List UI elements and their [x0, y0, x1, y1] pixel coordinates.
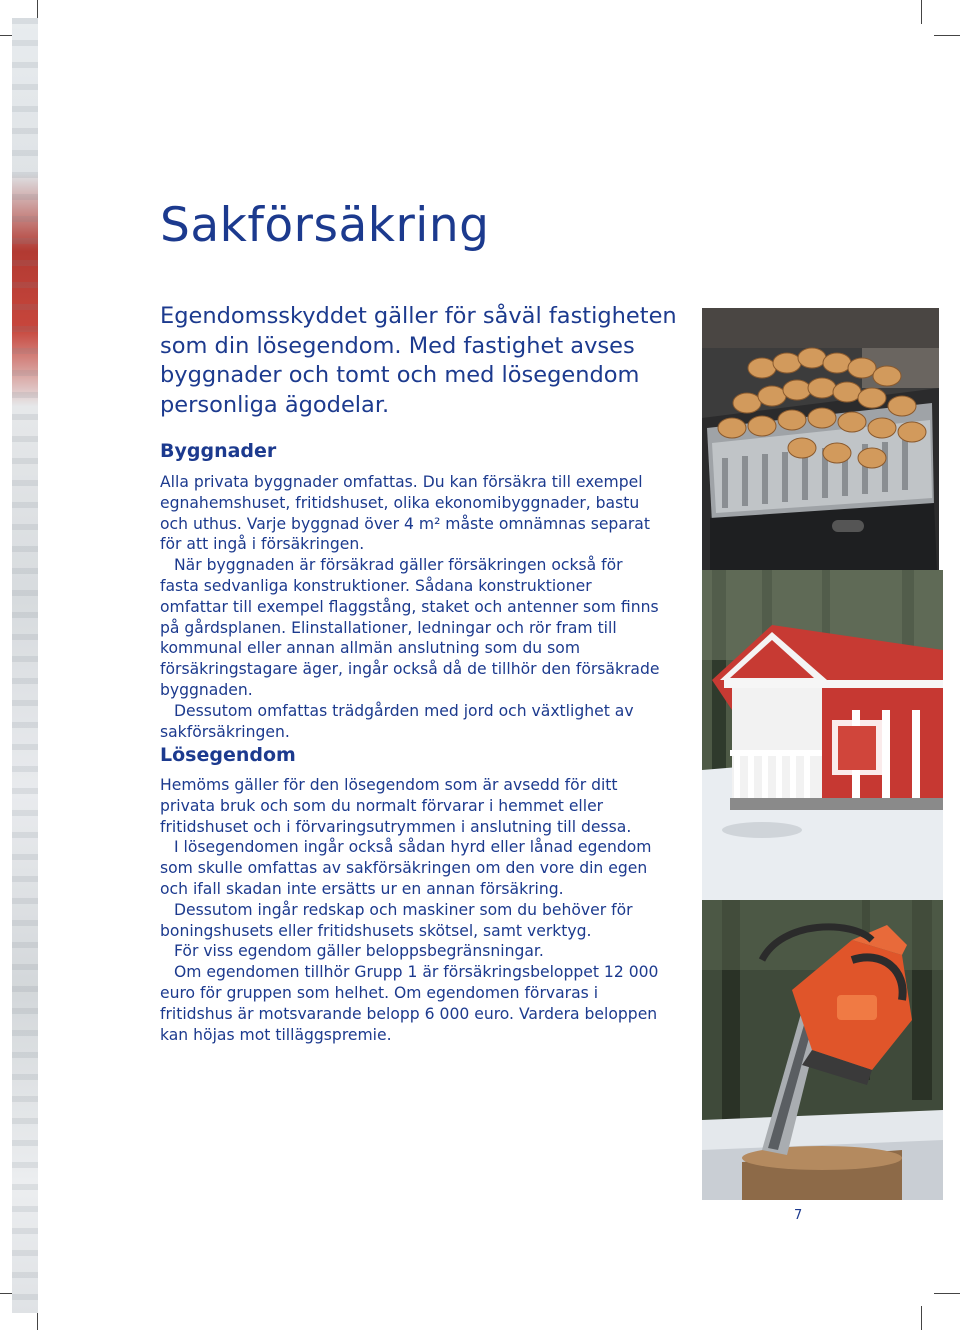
crop-mark: [921, 1306, 922, 1330]
section-body-byggnader: [160, 472, 660, 742]
chainsaw-photo: [702, 900, 943, 1200]
crop-mark: [934, 1293, 960, 1294]
body-paragraph: För viss egendom gäller beloppsbegränsningar.: [174, 942, 544, 961]
body-paragraph: Dessutom omfattas trädgården med jord och växtlighet av sakförsäkringen.: [160, 701, 634, 741]
body-paragraph: Dessutom ingår redskap och maskiner som du behöver för boningshusets eller fritidshusets skötsel, samt verktyg.: [160, 900, 633, 940]
body-paragraph: Hemöms gäller för den lösegendom som är avsedd för ditt privata bruk och som du normalt förvarar i hemmet eller fritidshuset och i förvaringsutrymmen i anslutning till dessa.: [160, 776, 632, 836]
body-paragraph: När byggnaden är försäkrad gäller försäkringen också för fasta sedvanliga konstruktioner. Sådana konstruktioner omfattar till exempel flaggstång, staket och antenner som finns på gårdsplanen. Elinstallationer, ledningar och rör fram till kommunal eller annan allmän anslutning som du som försäkringstagare äger, ingår också då de tillhör den försäkrade byggnaden.: [160, 556, 660, 699]
section-body-losegendom: [160, 775, 660, 1045]
red-cottage-photo: [702, 570, 943, 900]
section-heading-byggnader: Byggnader: [160, 440, 277, 462]
section-heading-losegendom: Lösegendom: [160, 744, 296, 766]
page-title: Sakförsäkring: [160, 198, 490, 253]
left-bleed-photo: [12, 18, 38, 1313]
sauna-stove-photo: [702, 308, 939, 570]
body-paragraph: Om egendomen tillhör Grupp 1 är försäkringsbeloppet 12 000 euro för gruppen som helhet. Om egendomen förvaras i fritidshus är motsvarande belopp 6 000 euro. Vardera beloppen kan höjas mot tilläggspremie.: [160, 963, 659, 1044]
body-paragraph: Alla privata byggnader omfattas. Du kan försäkra till exempel egnahemshuset, fritidshuset, olika ekonomibyggnader, bastu och uthus. Varje byggnad över 4 m² måste omnämnas separat för att ingå i försäkringen.: [160, 473, 650, 554]
body-paragraph: I lösegendomen ingår också sådan hyrd eller lånad egendom som skulle omfattas av sakförsäkringen om den vore din egen och ifall skadan inte ersätts ur en annan försäkring.: [160, 838, 652, 898]
page-number: 7: [794, 1208, 803, 1223]
crop-mark: [934, 35, 960, 36]
crop-mark: [921, 0, 922, 24]
lead-paragraph: Egendomsskyddet gäller för såväl fastigheten som din lösegendom. Med fastighet avses byggnader och tomt och med lösegendom personliga ägodelar.: [160, 303, 677, 418]
